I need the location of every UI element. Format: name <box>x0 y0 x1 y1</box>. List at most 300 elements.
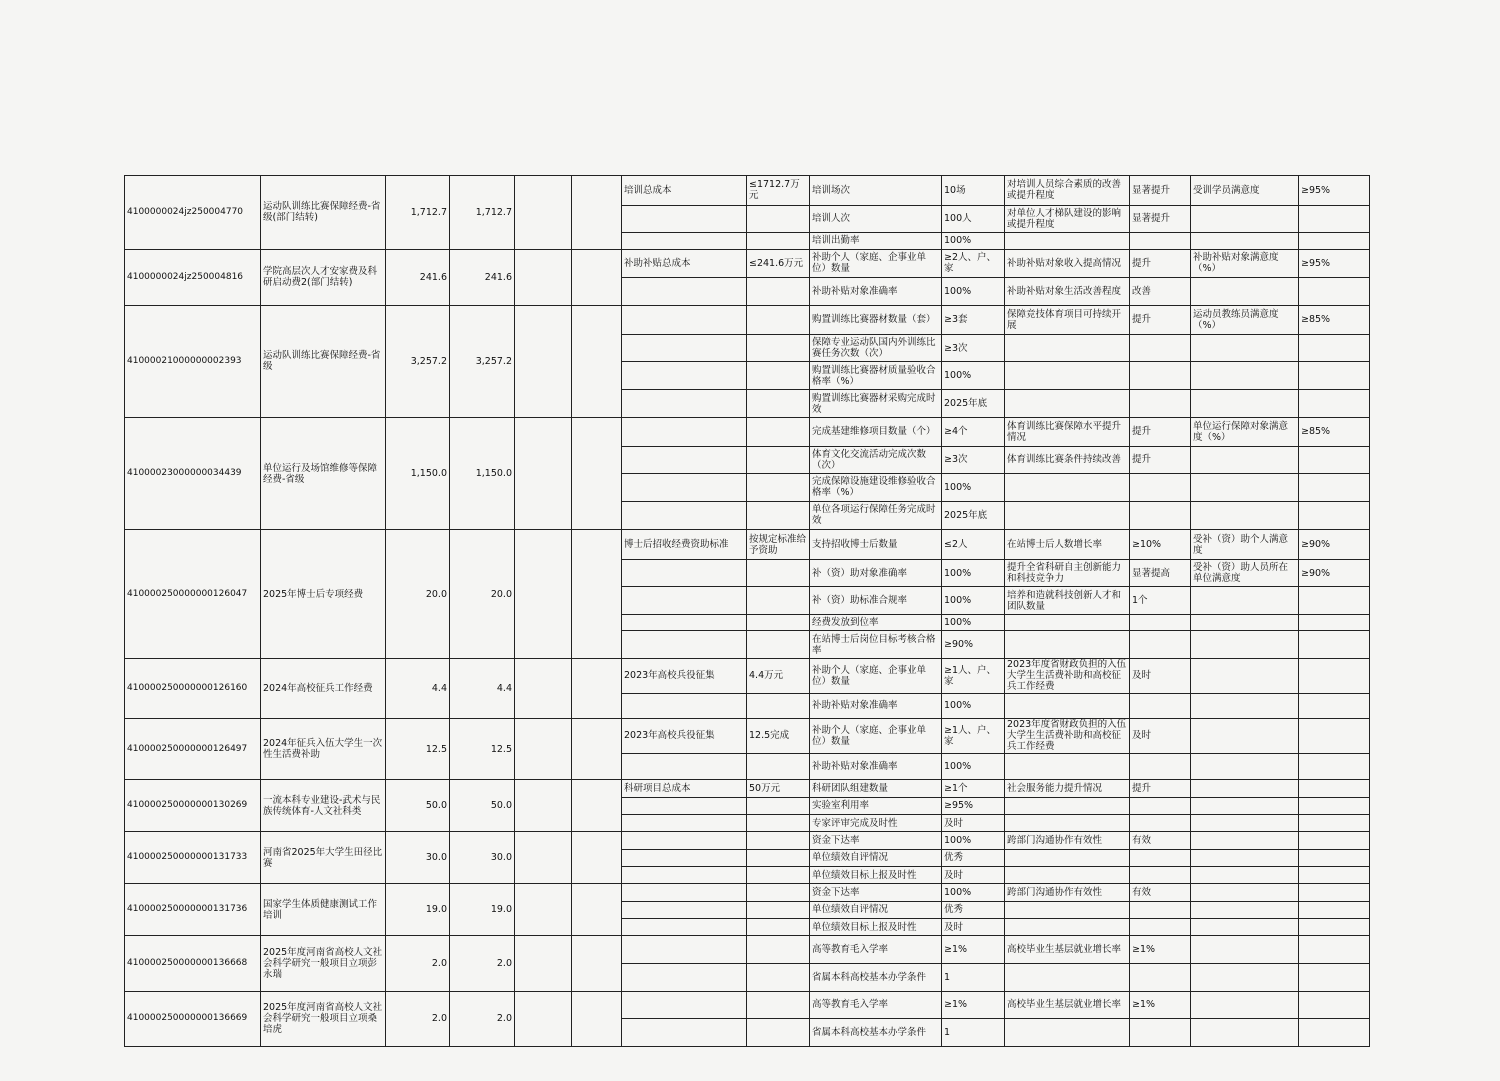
table-row <box>125 658 1370 693</box>
cost-target-value <box>747 991 810 1019</box>
output-target-value: 2025年底 <box>942 501 1005 530</box>
fiscal-amount: 12.5 <box>450 719 515 780</box>
satisfaction-indicator: 受训学员满意度 <box>1191 176 1299 206</box>
satisfaction-indicator: 单位运行保障对象满意度（%） <box>1191 417 1299 446</box>
output-indicator: 补助个人（家庭、企事业单位）数量 <box>810 658 942 693</box>
satisfaction-target-value: ≥95% <box>1299 176 1370 206</box>
carryover-funds <box>572 936 622 991</box>
total-amount: 2.0 <box>386 991 450 1046</box>
satisfaction-target-value <box>1299 797 1370 814</box>
satisfaction-indicator <box>1191 753 1299 780</box>
satisfaction-indicator <box>1191 693 1299 719</box>
output-cost-indicator <box>622 278 747 306</box>
carryover-funds <box>572 305 622 417</box>
cost-target-value <box>747 936 810 964</box>
other-funds <box>515 658 572 718</box>
effect-target-value: 提升 <box>1130 305 1191 335</box>
fiscal-amount: 241.6 <box>450 249 515 305</box>
effect-indicator: 提升全省科研自主创新能力和科技竞争力 <box>1005 559 1130 587</box>
output-indicator: 补助补贴对象准确率 <box>810 278 942 306</box>
satisfaction-indicator <box>1191 278 1299 306</box>
cost-target-value <box>747 867 810 884</box>
output-indicator: 完成基建维修项目数量（个） <box>810 417 942 446</box>
output-indicator: 实验室利用率 <box>810 797 942 814</box>
effect-target-value <box>1130 474 1191 502</box>
fiscal-amount: 20.0 <box>450 530 515 659</box>
effect-target-value: 显著提升 <box>1130 205 1191 233</box>
effect-target-value <box>1130 753 1191 780</box>
effect-indicator: 高校毕业生基层就业增长率 <box>1005 936 1130 964</box>
output-indicator: 单位绩效自评情况 <box>810 849 942 866</box>
total-amount: 50.0 <box>386 780 450 832</box>
cost-target-value <box>747 693 810 719</box>
output-cost-indicator <box>622 631 747 659</box>
output-cost-indicator <box>622 815 747 832</box>
output-indicator: 单位各项运行保障任务完成时效 <box>810 501 942 530</box>
satisfaction-target-value <box>1299 901 1370 918</box>
output-indicator: 资金下达率 <box>810 832 942 849</box>
output-target-value: 100% <box>942 474 1005 502</box>
effect-indicator <box>1005 474 1130 502</box>
output-cost-indicator: 2023年高校兵役征集 <box>622 719 747 754</box>
fiscal-amount: 4.4 <box>450 658 515 718</box>
satisfaction-indicator <box>1191 335 1299 362</box>
effect-target-value: 及时 <box>1130 719 1191 754</box>
output-indicator: 在站博士后岗位目标考核合格率 <box>810 631 942 659</box>
effect-indicator <box>1005 501 1130 530</box>
output-target-value: 100% <box>942 559 1005 587</box>
effect-target-value <box>1130 693 1191 719</box>
cost-target-value: ≤241.6万元 <box>747 249 810 278</box>
cost-target-value: 按规定标准给予资助 <box>747 530 810 560</box>
other-funds <box>515 936 572 991</box>
output-indicator: 省属本科高校基本办学条件 <box>810 963 942 991</box>
output-target-value: 优秀 <box>942 849 1005 866</box>
effect-indicator: 对单位人才梯队建设的影响或提升程度 <box>1005 205 1130 233</box>
total-amount: 19.0 <box>386 884 450 936</box>
cost-target-value <box>747 205 810 233</box>
effect-target-value <box>1130 815 1191 832</box>
satisfaction-indicator <box>1191 614 1299 630</box>
effect-indicator: 补助补贴对象生活改善程度 <box>1005 278 1130 306</box>
output-indicator: 补（资）助标准合规率 <box>810 587 942 615</box>
effect-indicator: 补助补贴对象收入提高情况 <box>1005 249 1130 278</box>
table-row <box>125 417 1370 446</box>
total-amount: 20.0 <box>386 530 450 659</box>
effect-target-value: 提升 <box>1130 249 1191 278</box>
output-cost-indicator <box>622 474 747 502</box>
output-target-value: 100% <box>942 693 1005 719</box>
satisfaction-indicator: 补助补贴对象满意度（%） <box>1191 249 1299 278</box>
effect-target-value <box>1130 390 1191 418</box>
output-indicator: 高等教育毛入学率 <box>810 991 942 1019</box>
output-cost-indicator <box>622 936 747 964</box>
effect-indicator <box>1005 361 1130 390</box>
satisfaction-indicator <box>1191 797 1299 814</box>
satisfaction-target-value <box>1299 884 1370 901</box>
satisfaction-target-value <box>1299 446 1370 474</box>
satisfaction-indicator <box>1191 390 1299 418</box>
total-amount: 30.0 <box>386 832 450 884</box>
output-target-value: ≥3次 <box>942 335 1005 362</box>
satisfaction-target-value <box>1299 278 1370 306</box>
effect-indicator: 跨部门沟通协作有效性 <box>1005 884 1130 901</box>
cost-target-value <box>747 963 810 991</box>
satisfaction-indicator <box>1191 815 1299 832</box>
fiscal-amount: 1,150.0 <box>450 417 515 529</box>
output-cost-indicator <box>622 335 747 362</box>
carryover-funds <box>572 780 622 832</box>
satisfaction-indicator <box>1191 919 1299 936</box>
satisfaction-indicator <box>1191 867 1299 884</box>
output-cost-indicator <box>622 614 747 630</box>
effect-indicator: 体育训练比赛保障水平提升情况 <box>1005 417 1130 446</box>
satisfaction-indicator <box>1191 991 1299 1019</box>
satisfaction-indicator: 运动员教练员满意度（%） <box>1191 305 1299 335</box>
table-row <box>125 530 1370 560</box>
fiscal-amount: 1,712.7 <box>450 176 515 250</box>
satisfaction-target-value <box>1299 719 1370 754</box>
output-target-value: ≥2人、户、家 <box>942 249 1005 278</box>
effect-target-value <box>1130 919 1191 936</box>
output-target-value: ≥1人、户、家 <box>942 719 1005 754</box>
carryover-funds <box>572 884 622 936</box>
effect-indicator: 跨部门沟通协作有效性 <box>1005 832 1130 849</box>
cost-target-value <box>747 335 810 362</box>
effect-indicator <box>1005 693 1130 719</box>
output-cost-indicator <box>622 901 747 918</box>
effect-indicator: 2023年度省财政负担的入伍大学生生活费补助和高校征兵工作经费 <box>1005 719 1130 754</box>
output-cost-indicator <box>622 233 747 249</box>
carryover-funds <box>572 530 622 659</box>
satisfaction-target-value: ≥90% <box>1299 530 1370 560</box>
fiscal-amount: 30.0 <box>450 832 515 884</box>
output-target-value: 10场 <box>942 176 1005 206</box>
output-indicator: 补助补贴对象准确率 <box>810 753 942 780</box>
satisfaction-target-value <box>1299 991 1370 1019</box>
project-name: 2025年博士后专项经费 <box>261 530 386 659</box>
output-indicator: 省属本科高校基本办学条件 <box>810 1019 942 1047</box>
output-target-value: ≥90% <box>942 631 1005 659</box>
satisfaction-target-value <box>1299 815 1370 832</box>
satisfaction-indicator <box>1191 936 1299 964</box>
effect-target-value: 提升 <box>1130 417 1191 446</box>
effect-indicator <box>1005 867 1130 884</box>
effect-target-value <box>1130 1019 1191 1047</box>
satisfaction-indicator <box>1191 501 1299 530</box>
satisfaction-target-value <box>1299 233 1370 249</box>
output-indicator: 单位绩效自评情况 <box>810 901 942 918</box>
effect-indicator: 体育训练比赛条件持续改善 <box>1005 446 1130 474</box>
effect-target-value: 显著提高 <box>1130 559 1191 587</box>
effect-target-value <box>1130 849 1191 866</box>
satisfaction-indicator <box>1191 587 1299 615</box>
project-code: 4100000024jz250004816 <box>125 249 261 305</box>
output-target-value: ≥1人、户、家 <box>942 658 1005 693</box>
table-row <box>125 305 1370 335</box>
project-code: 410000250000000126160 <box>125 658 261 718</box>
output-cost-indicator <box>622 884 747 901</box>
project-name: 2025年度河南省高校人文社会科学研究一般项目立项桑培虎 <box>261 991 386 1046</box>
output-target-value: ≥1% <box>942 936 1005 964</box>
satisfaction-indicator <box>1191 901 1299 918</box>
other-funds <box>515 305 572 417</box>
output-indicator: 购置训练比赛器材采购完成时效 <box>810 390 942 418</box>
output-indicator: 补助补贴对象准确率 <box>810 693 942 719</box>
satisfaction-target-value <box>1299 867 1370 884</box>
output-cost-indicator <box>622 963 747 991</box>
cost-target-value <box>747 587 810 615</box>
satisfaction-target-value <box>1299 780 1370 797</box>
effect-target-value: 提升 <box>1130 780 1191 797</box>
output-indicator: 支持招收博士后数量 <box>810 530 942 560</box>
cost-target-value <box>747 390 810 418</box>
output-target-value: 优秀 <box>942 901 1005 918</box>
project-name: 国家学生体质健康测试工作培训 <box>261 884 386 936</box>
effect-indicator <box>1005 901 1130 918</box>
cost-target-value <box>747 797 810 814</box>
table-row <box>125 991 1370 1019</box>
effect-indicator: 培养和造就科技创新人才和团队数量 <box>1005 587 1130 615</box>
other-funds <box>515 991 572 1046</box>
effect-target-value: ≥1% <box>1130 991 1191 1019</box>
output-indicator: 资金下达率 <box>810 884 942 901</box>
output-target-value: 2025年底 <box>942 390 1005 418</box>
output-indicator: 高等教育毛入学率 <box>810 936 942 964</box>
output-cost-indicator: 培训总成本 <box>622 176 747 206</box>
output-cost-indicator <box>622 832 747 849</box>
project-code: 41000021000000002393 <box>125 305 261 417</box>
other-funds <box>515 884 572 936</box>
table-body <box>125 176 1370 1047</box>
satisfaction-target-value <box>1299 587 1370 615</box>
effect-target-value <box>1130 963 1191 991</box>
other-funds <box>515 417 572 529</box>
effect-target-value <box>1130 901 1191 918</box>
project-code: 410000250000000126047 <box>125 530 261 659</box>
carryover-funds <box>572 832 622 884</box>
project-code: 410000250000000136668 <box>125 936 261 991</box>
output-cost-indicator <box>622 446 747 474</box>
output-target-value: 及时 <box>942 919 1005 936</box>
satisfaction-indicator <box>1191 780 1299 797</box>
satisfaction-target-value <box>1299 693 1370 719</box>
effect-indicator: 在站博士后人数增长率 <box>1005 530 1130 560</box>
project-name: 2024年征兵入伍大学生一次性生活费补助 <box>261 719 386 780</box>
satisfaction-indicator <box>1191 963 1299 991</box>
output-target-value: ≥95% <box>942 797 1005 814</box>
carryover-funds <box>572 417 622 529</box>
satisfaction-indicator <box>1191 361 1299 390</box>
cost-target-value <box>747 832 810 849</box>
output-cost-indicator <box>622 417 747 446</box>
output-cost-indicator <box>622 991 747 1019</box>
cost-target-value <box>747 753 810 780</box>
total-amount: 2.0 <box>386 936 450 991</box>
satisfaction-target-value: ≥85% <box>1299 417 1370 446</box>
output-cost-indicator: 博士后招收经费资助标准 <box>622 530 747 560</box>
effect-indicator: 对培训人员综合素质的改善或提升程度 <box>1005 176 1130 206</box>
output-target-value: ≥4个 <box>942 417 1005 446</box>
cost-target-value <box>747 361 810 390</box>
output-indicator: 单位绩效目标上报及时性 <box>810 867 942 884</box>
project-name: 单位运行及场馆维修等保障经费-省级 <box>261 417 386 529</box>
project-code: 410000250000000136669 <box>125 991 261 1046</box>
satisfaction-target-value <box>1299 361 1370 390</box>
satisfaction-indicator <box>1191 233 1299 249</box>
output-target-value: 100% <box>942 587 1005 615</box>
output-cost-indicator <box>622 693 747 719</box>
effect-indicator <box>1005 919 1130 936</box>
cost-target-value <box>747 233 810 249</box>
satisfaction-indicator <box>1191 719 1299 754</box>
fiscal-amount: 19.0 <box>450 884 515 936</box>
cost-target-value <box>747 305 810 335</box>
output-target-value: 100% <box>942 278 1005 306</box>
output-indicator: 培训人次 <box>810 205 942 233</box>
satisfaction-target-value <box>1299 919 1370 936</box>
project-code: 4100000024jz250004770 <box>125 176 261 250</box>
output-cost-indicator <box>622 867 747 884</box>
output-indicator: 完成保障设施建设维修验收合格率（%） <box>810 474 942 502</box>
output-cost-indicator <box>622 559 747 587</box>
cost-target-value <box>747 919 810 936</box>
output-target-value: ≤2人 <box>942 530 1005 560</box>
project-code: 410000250000000131736 <box>125 884 261 936</box>
output-indicator: 购置训练比赛器材质量验收合格率（%） <box>810 361 942 390</box>
output-indicator: 经费发放到位率 <box>810 614 942 630</box>
effect-target-value: 有效 <box>1130 884 1191 901</box>
satisfaction-target-value <box>1299 658 1370 693</box>
effect-indicator <box>1005 335 1130 362</box>
cost-target-value: 4.4万元 <box>747 658 810 693</box>
output-target-value: ≥1个 <box>942 780 1005 797</box>
cost-target-value <box>747 901 810 918</box>
other-funds <box>515 176 572 250</box>
project-name: 学院高层次人才安家费及科研启动费2(部门结转) <box>261 249 386 305</box>
output-indicator: 补（资）助对象准确率 <box>810 559 942 587</box>
satisfaction-target-value <box>1299 390 1370 418</box>
effect-indicator <box>1005 631 1130 659</box>
output-target-value: 100% <box>942 832 1005 849</box>
output-indicator: 购置训练比赛器材数量（套） <box>810 305 942 335</box>
project-name: 河南省2025年大学生田径比赛 <box>261 832 386 884</box>
effect-indicator <box>1005 849 1130 866</box>
satisfaction-indicator: 受补（资）助人员所在单位满意度 <box>1191 559 1299 587</box>
project-name: 2024年高校征兵工作经费 <box>261 658 386 718</box>
output-cost-indicator <box>622 919 747 936</box>
output-target-value: 100% <box>942 753 1005 780</box>
other-funds <box>515 719 572 780</box>
fiscal-amount: 2.0 <box>450 991 515 1046</box>
output-cost-indicator <box>622 361 747 390</box>
effect-target-value <box>1130 797 1191 814</box>
output-cost-indicator <box>622 305 747 335</box>
carryover-funds <box>572 719 622 780</box>
satisfaction-indicator: 受补（资）助个人满意度 <box>1191 530 1299 560</box>
carryover-funds <box>572 176 622 250</box>
satisfaction-target-value: ≥85% <box>1299 305 1370 335</box>
output-cost-indicator <box>622 753 747 780</box>
effect-indicator: 高校毕业生基层就业增长率 <box>1005 991 1130 1019</box>
effect-indicator: 2023年度省财政负担的入伍大学生生活费补助和高校征兵工作经费 <box>1005 658 1130 693</box>
output-target-value: 及时 <box>942 867 1005 884</box>
output-indicator: 补助个人（家庭、企事业单位）数量 <box>810 249 942 278</box>
satisfaction-target-value: ≥90% <box>1299 559 1370 587</box>
project-name: 一流本科专业建设-武术与民族传统体育-人文社科类 <box>261 780 386 832</box>
satisfaction-target-value <box>1299 205 1370 233</box>
other-funds <box>515 832 572 884</box>
cost-target-value <box>747 278 810 306</box>
output-cost-indicator <box>622 390 747 418</box>
output-target-value: 100人 <box>942 205 1005 233</box>
satisfaction-indicator <box>1191 205 1299 233</box>
effect-indicator <box>1005 963 1130 991</box>
effect-indicator <box>1005 1019 1130 1047</box>
total-amount: 1,150.0 <box>386 417 450 529</box>
effect-target-value <box>1130 233 1191 249</box>
satisfaction-indicator <box>1191 658 1299 693</box>
output-target-value: 1 <box>942 963 1005 991</box>
effect-indicator <box>1005 614 1130 630</box>
output-target-value: ≥1% <box>942 991 1005 1019</box>
output-target-value: 100% <box>942 361 1005 390</box>
satisfaction-indicator <box>1191 446 1299 474</box>
table-row <box>125 719 1370 754</box>
cost-target-value: ≤1712.7万元 <box>747 176 810 206</box>
fiscal-amount: 2.0 <box>450 936 515 991</box>
cost-target-value <box>747 501 810 530</box>
satisfaction-indicator <box>1191 631 1299 659</box>
cost-target-value <box>747 417 810 446</box>
effect-indicator <box>1005 753 1130 780</box>
effect-target-value <box>1130 501 1191 530</box>
output-target-value: 100% <box>942 614 1005 630</box>
satisfaction-target-value <box>1299 832 1370 849</box>
satisfaction-target-value <box>1299 474 1370 502</box>
effect-indicator <box>1005 390 1130 418</box>
effect-target-value <box>1130 614 1191 630</box>
output-cost-indicator <box>622 501 747 530</box>
effect-target-value <box>1130 867 1191 884</box>
table-row <box>125 936 1370 964</box>
total-amount: 4.4 <box>386 658 450 718</box>
project-code: 410000250000000131733 <box>125 832 261 884</box>
total-amount: 12.5 <box>386 719 450 780</box>
effect-target-value: 1个 <box>1130 587 1191 615</box>
other-funds <box>515 780 572 832</box>
table-row <box>125 780 1370 797</box>
effect-target-value: 及时 <box>1130 658 1191 693</box>
effect-target-value <box>1130 335 1191 362</box>
cost-target-value: 50万元 <box>747 780 810 797</box>
satisfaction-target-value: ≥95% <box>1299 249 1370 278</box>
fiscal-amount: 3,257.2 <box>450 305 515 417</box>
effect-target-value: ≥1% <box>1130 936 1191 964</box>
output-indicator: 培训出勤率 <box>810 233 942 249</box>
project-code: 410000250000000126497 <box>125 719 261 780</box>
carryover-funds <box>572 249 622 305</box>
output-cost-indicator: 科研项目总成本 <box>622 780 747 797</box>
other-funds <box>515 530 572 659</box>
project-code: 41000023000000034439 <box>125 417 261 529</box>
output-cost-indicator <box>622 587 747 615</box>
output-indicator: 保障专业运动队国内外训练比赛任务次数（次） <box>810 335 942 362</box>
cost-target-value <box>747 631 810 659</box>
effect-indicator <box>1005 233 1130 249</box>
cost-target-value <box>747 614 810 630</box>
satisfaction-indicator <box>1191 832 1299 849</box>
